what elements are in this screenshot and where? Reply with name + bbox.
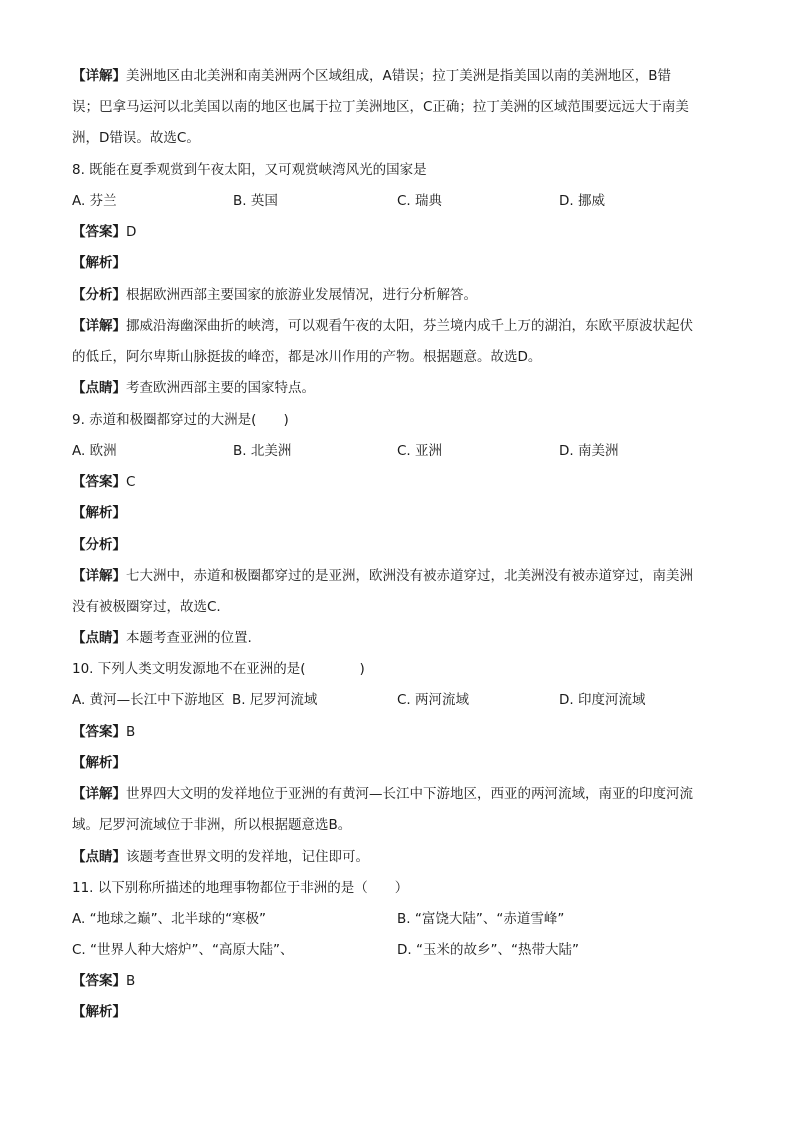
q9-answer: 【答案】C bbox=[72, 474, 136, 490]
q8-fenxi: 【分析】根据欧洲西部主要国家的旅游业发展情况，进行分析解答。 bbox=[72, 287, 477, 303]
q9-fenxi: 【分析】 bbox=[72, 537, 126, 553]
q10-answer: 【答案】B bbox=[72, 724, 136, 740]
explanation-line: 【详解】美洲地区由北美洲和南美洲两个区域组成，A错误；拉丁美洲是指美国以南的美洲地区，B错 bbox=[72, 68, 671, 84]
q8-option-b: B. 英国 bbox=[233, 193, 278, 209]
q9-xiangjie: 没有被极圈穿过，故选C. bbox=[72, 599, 221, 615]
q9-option-b: B. 北美洲 bbox=[233, 443, 292, 459]
q10-dianjing: 【点睛】该题考查世界文明的发祥地，记住即可。 bbox=[72, 849, 369, 865]
q9-jiexi: 【解析】 bbox=[72, 505, 126, 521]
q8-option-c: C. 瑞典 bbox=[397, 193, 443, 209]
q9-option-c: C. 亚洲 bbox=[397, 443, 443, 459]
q10-option-d: D. 印度河流域 bbox=[559, 692, 646, 708]
q8-jiexi: 【解析】 bbox=[72, 255, 126, 271]
q8-answer: 【答案】D bbox=[72, 224, 137, 240]
question-10: 10. 下列人类文明发源地不在亚洲的是( ) bbox=[72, 661, 365, 677]
q8-xiangjie: 的低丘，阿尔卑斯山脉挺拔的峰峦，都是冰川作用的产物。根据题意。故选D。 bbox=[72, 349, 542, 365]
q10-option-c: C. 两河流域 bbox=[397, 692, 470, 708]
explanation-line: 误；巴拿马运河以北美国以南的地区也属于拉丁美洲地区，C正确；拉丁美洲的区域范围要远远大于南美 bbox=[72, 99, 689, 115]
q11-option-b: B. “富饶大陆”、“赤道雪峰” bbox=[397, 911, 565, 927]
q9-xiangjie: 【详解】七大洲中，赤道和极圈都穿过的是亚洲，欧洲没有被赤道穿过，北美洲没有被赤道穿过，南美洲 bbox=[72, 568, 693, 584]
q11-option-c: C. “世界人种大熔炉”、“高原大陆”、 bbox=[72, 942, 294, 958]
q9-option-d: D. 南美洲 bbox=[559, 443, 619, 459]
q8-option-a: A. 芬兰 bbox=[72, 193, 117, 209]
q9-option-a: A. 欧洲 bbox=[72, 443, 117, 459]
q10-option-a: A. 黄河—长江中下游地区 bbox=[72, 692, 225, 708]
q8-dianjing: 【点睛】考查欧洲西部主要的国家特点。 bbox=[72, 380, 315, 396]
q11-option-d: D. “玉米的故乡”、“热带大陆” bbox=[397, 942, 579, 958]
q10-xiangjie: 域。尼罗河流域位于非洲，所以根据题意选B。 bbox=[72, 817, 352, 833]
q8-option-d: D. 挪威 bbox=[559, 193, 605, 209]
q11-answer: 【答案】B bbox=[72, 973, 136, 989]
question-9: 9. 赤道和极圈都穿过的大洲是( ) bbox=[72, 412, 289, 428]
q10-xiangjie: 【详解】世界四大文明的发祥地位于亚洲的有黄河—长江中下游地区，西亚的两河流域，南亚的印度河流 bbox=[72, 786, 693, 802]
q9-dianjing: 【点睛】本题考查亚洲的位置. bbox=[72, 630, 252, 646]
q10-jiexi: 【解析】 bbox=[72, 755, 126, 771]
explanation-line: 洲，D错误。故选C。 bbox=[72, 130, 200, 146]
q8-xiangjie: 【详解】挪威沿海幽深曲折的峡湾，可以观看午夜的太阳，芬兰境内成千上万的湖泊，东欧平原波状起伏 bbox=[72, 318, 693, 334]
question-11: 11. 以下别称所描述的地理事物都位于非洲的是（ ） bbox=[72, 880, 409, 896]
question-8: 8. 既能在夏季观赏到午夜太阳，又可观赏峡湾风光的国家是 bbox=[72, 162, 427, 178]
q11-option-a: A. “地球之巅”、北半球的“寒极” bbox=[72, 911, 267, 927]
q11-jiexi: 【解析】 bbox=[72, 1004, 126, 1020]
q10-option-b: B. 尼罗河流域 bbox=[232, 692, 318, 708]
